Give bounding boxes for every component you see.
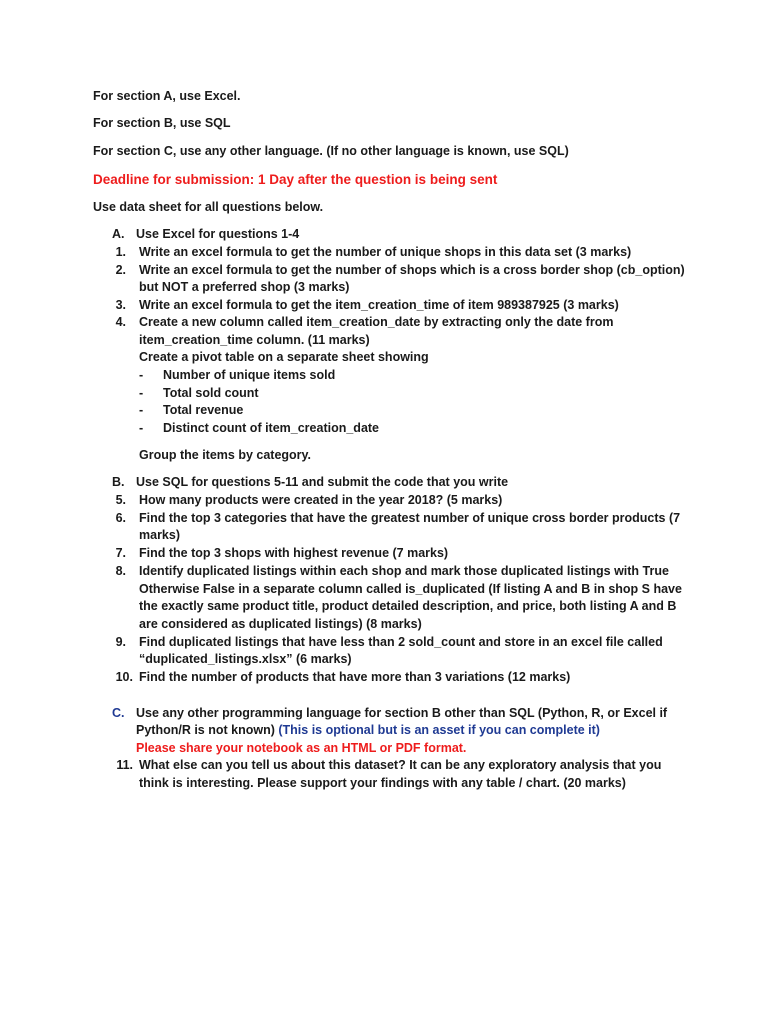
q3-number: 3. bbox=[115, 298, 126, 312]
bullet-dash: - bbox=[139, 421, 144, 435]
bullet-dash: - bbox=[139, 386, 144, 400]
share-notebook-note: Please share your notebook as an HTML or PDF format. bbox=[136, 741, 467, 755]
q4-number: 4. bbox=[115, 315, 126, 329]
q9-text-line1: Find duplicated listings that have less than 2 sold_count and store in an excel file called bbox=[139, 635, 663, 649]
section-c-title-line2 bbox=[136, 722, 600, 739]
q1-number: 1. bbox=[115, 245, 126, 259]
q2-text-line2: but NOT a preferred shop (3 marks) bbox=[139, 280, 350, 294]
q8-text-line3: the exactly same product title, product detailed description, and price, both listing A and B bbox=[139, 599, 677, 613]
pivot-bullet-1: Number of unique items sold bbox=[163, 368, 336, 382]
pivot-bullet-3: Total revenue bbox=[163, 403, 244, 417]
q11-number: 11. bbox=[116, 758, 133, 772]
q6-text-line2: marks) bbox=[139, 528, 180, 542]
section-c-title-line1: Use any other programming language for section B other than SQL (Python, R, or Excel if bbox=[136, 706, 668, 720]
q8-text-line4: are considered as duplicated listings) (8 marks) bbox=[139, 617, 422, 631]
q11-text-line2: think is interesting. Please support your findings with any table / chart. (20 marks) bbox=[139, 776, 626, 790]
section-a-letter: A. bbox=[112, 227, 125, 241]
bullet-dash: - bbox=[139, 403, 144, 417]
q6-text-line1: Find the top 3 categories that have the greatest number of unique cross border products (7 bbox=[139, 511, 681, 525]
q3-text: Write an excel formula to get the item_creation_time of item 989387925 (3 marks) bbox=[139, 298, 619, 312]
q8-text-line2: Otherwise False in a separate column called is_duplicated (If listing A and B in shop S have bbox=[139, 582, 682, 596]
section-c-title-line2-text: Python/R is not known) bbox=[136, 723, 275, 737]
q9-text-line2: “duplicated_listings.xlsx” (6 marks) bbox=[139, 652, 352, 666]
intro-line-sql: For section B, use SQL bbox=[93, 116, 231, 130]
data-sheet-note: Use data sheet for all questions below. bbox=[93, 200, 324, 214]
intro-line-excel: For section A, use Excel. bbox=[93, 89, 241, 103]
section-a-title: Use Excel for questions 1-4 bbox=[136, 227, 300, 241]
q6-number: 6. bbox=[115, 511, 126, 525]
pivot-bullet-4: Distinct count of item_creation_date bbox=[163, 421, 380, 435]
q5-number: 5. bbox=[115, 493, 126, 507]
q8-number: 8. bbox=[115, 564, 126, 578]
pivot-bullet-2: Total sold count bbox=[163, 386, 259, 400]
q4-text-line1: Create a new column called item_creation_date by extracting only the date from bbox=[139, 315, 614, 329]
optional-note: (This is optional but is an asset if you can complete it) bbox=[278, 723, 600, 737]
q7-number: 7. bbox=[115, 546, 126, 560]
bullet-dash: - bbox=[139, 368, 144, 382]
q2-number: 2. bbox=[115, 263, 126, 277]
section-b-letter: B. bbox=[112, 475, 125, 489]
deadline-notice: Deadline for submission: 1 Day after the question is being sent bbox=[93, 172, 498, 187]
q5-text: How many products were created in the year 2018? (5 marks) bbox=[139, 493, 503, 507]
q7-text: Find the top 3 shops with highest revenue (7 marks) bbox=[139, 546, 449, 560]
q2-text-line1: Write an excel formula to get the number of shops which is a cross border shop (cb_option) bbox=[139, 263, 685, 277]
q4-text-line2: item_creation_time column. (11 marks) bbox=[139, 333, 370, 347]
section-c-letter: C. bbox=[112, 706, 125, 720]
q11-text-line1: What else can you tell us about this dataset? It can be any exploratory analysis that you bbox=[139, 758, 662, 772]
intro-line-other: For section C, use any other language. (If no other language is known, use SQL) bbox=[93, 144, 569, 158]
q9-number: 9. bbox=[115, 635, 126, 649]
q1-text: Write an excel formula to get the number of unique shops in this data set (3 marks) bbox=[139, 245, 632, 259]
q10-text: Find the number of products that have more than 3 variations (12 marks) bbox=[139, 670, 571, 684]
q4-group-note: Group the items by category. bbox=[139, 448, 312, 462]
section-b-title: Use SQL for questions 5-11 and submit the code that you write bbox=[136, 475, 509, 489]
q4-text-line3: Create a pivot table on a separate sheet showing bbox=[139, 350, 429, 364]
q10-number: 10. bbox=[115, 670, 133, 684]
q8-text-line1: Identify duplicated listings within each shop and mark those duplicated listings with True bbox=[139, 564, 669, 578]
